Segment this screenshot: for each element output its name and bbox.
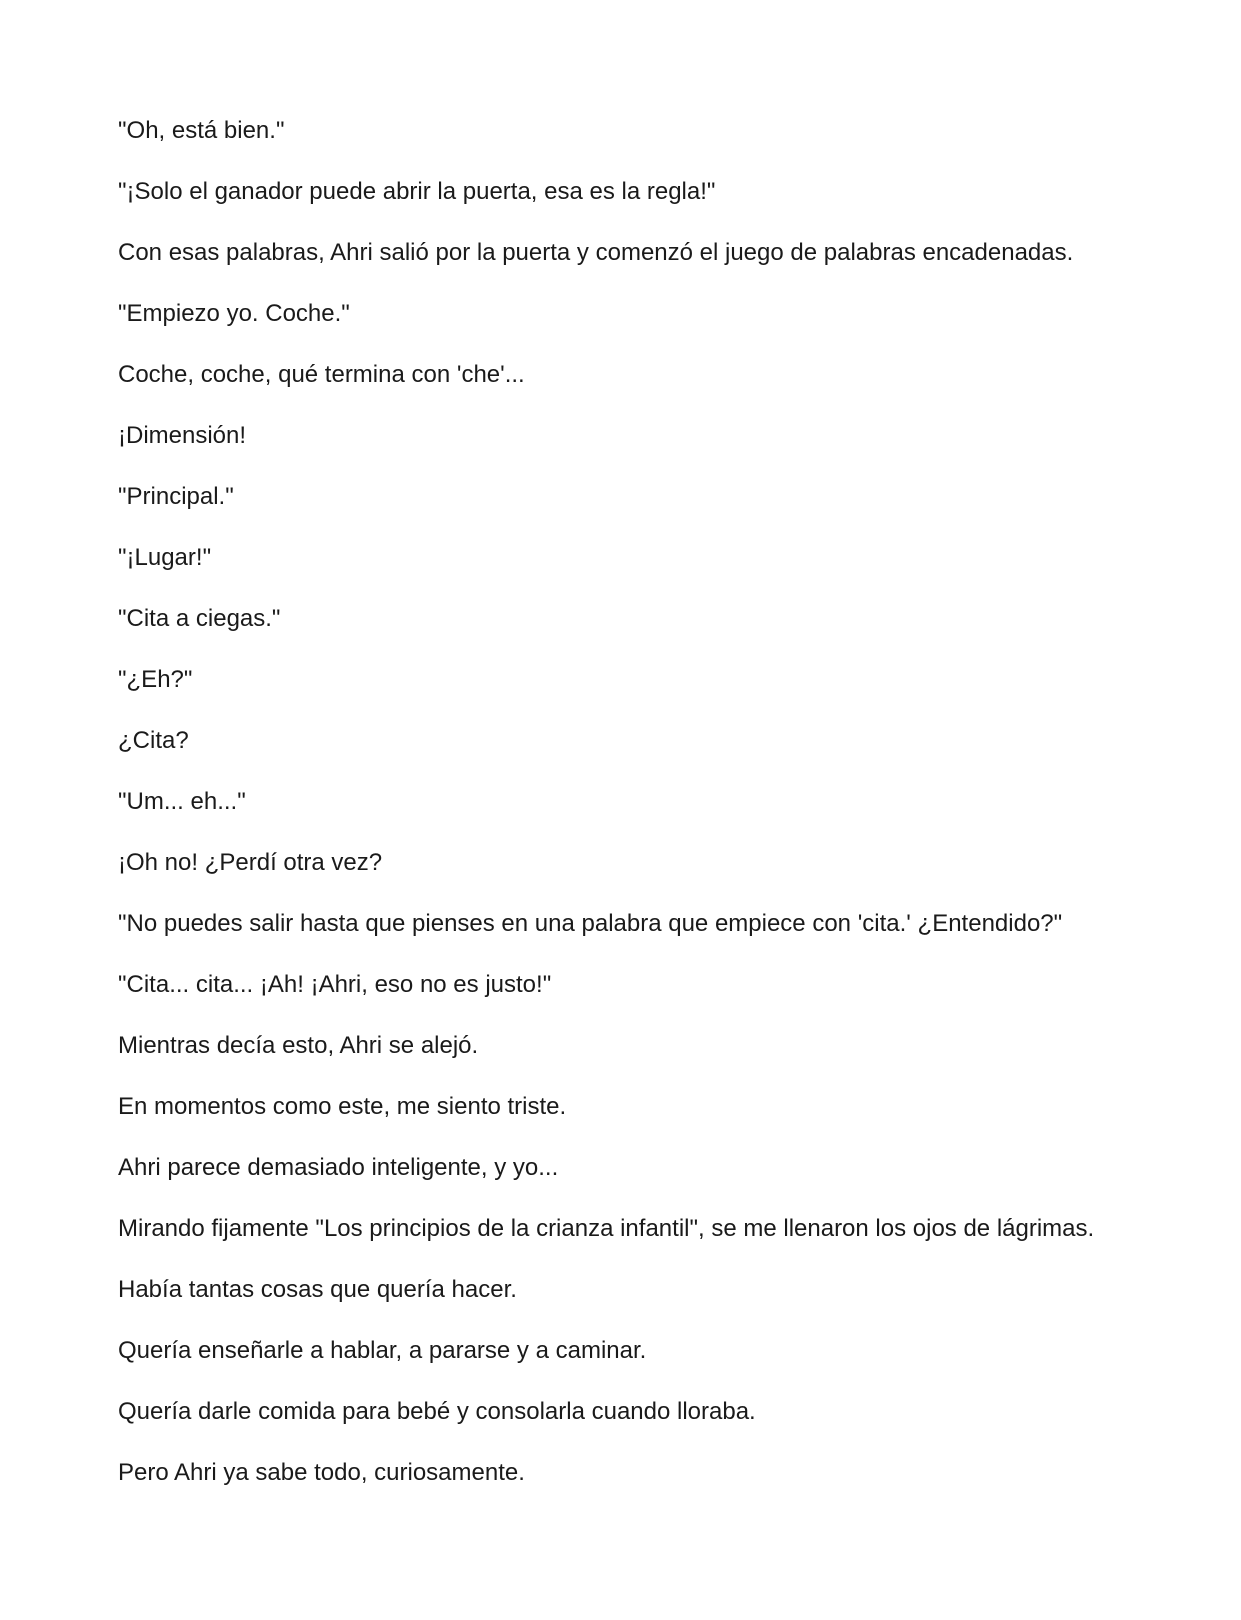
paragraph: "Cita a ciegas." (118, 605, 281, 632)
paragraph: Mientras decía esto, Ahri se alejó. (118, 1032, 479, 1059)
paragraph: "Principal." (118, 483, 234, 510)
paragraph: "Cita... cita... ¡Ah! ¡Ahri, eso no es justo!" (118, 971, 552, 998)
paragraph: Coche, coche, qué termina con 'che'... (118, 361, 525, 388)
paragraph: Quería enseñarle a hablar, a pararse y a caminar. (118, 1337, 647, 1364)
paragraph: "Oh, está bien." (118, 117, 285, 144)
paragraph: "Empiezo yo. Coche." (118, 300, 350, 327)
paragraph: Con esas palabras, Ahri salió por la puerta y comenzó el juego de palabras encadenadas. (118, 239, 1074, 266)
paragraph: Ahri parece demasiado inteligente, y yo... (118, 1154, 559, 1181)
paragraph: "¡Lugar!" (118, 544, 212, 571)
paragraph: ¡Oh no! ¿Perdí otra vez? (118, 849, 383, 876)
paragraph: Pero Ahri ya sabe todo, curiosamente. (118, 1459, 525, 1486)
paragraph: Había tantas cosas que quería hacer. (118, 1276, 517, 1303)
paragraph: ¡Dimensión! (118, 422, 247, 449)
paragraph: Mirando fijamente "Los principios de la crianza infantil", se me llenaron los ojos de lágrimas. (118, 1215, 1095, 1242)
paragraph: En momentos como este, me siento triste. (118, 1093, 567, 1120)
paragraph: Quería darle comida para bebé y consolarla cuando lloraba. (118, 1398, 756, 1425)
paragraph: "¡Solo el ganador puede abrir la puerta, esa es la regla!" (118, 178, 716, 205)
paragraph: "Um... eh..." (118, 788, 246, 815)
paragraph: "¿Eh?" (118, 666, 193, 693)
paragraph: ¿Cita? (118, 727, 189, 754)
paragraph: "No puedes salir hasta que pienses en una palabra que empiece con 'cita.' ¿Entendido?" (118, 910, 1063, 937)
text-column (118, 116, 1128, 1519)
